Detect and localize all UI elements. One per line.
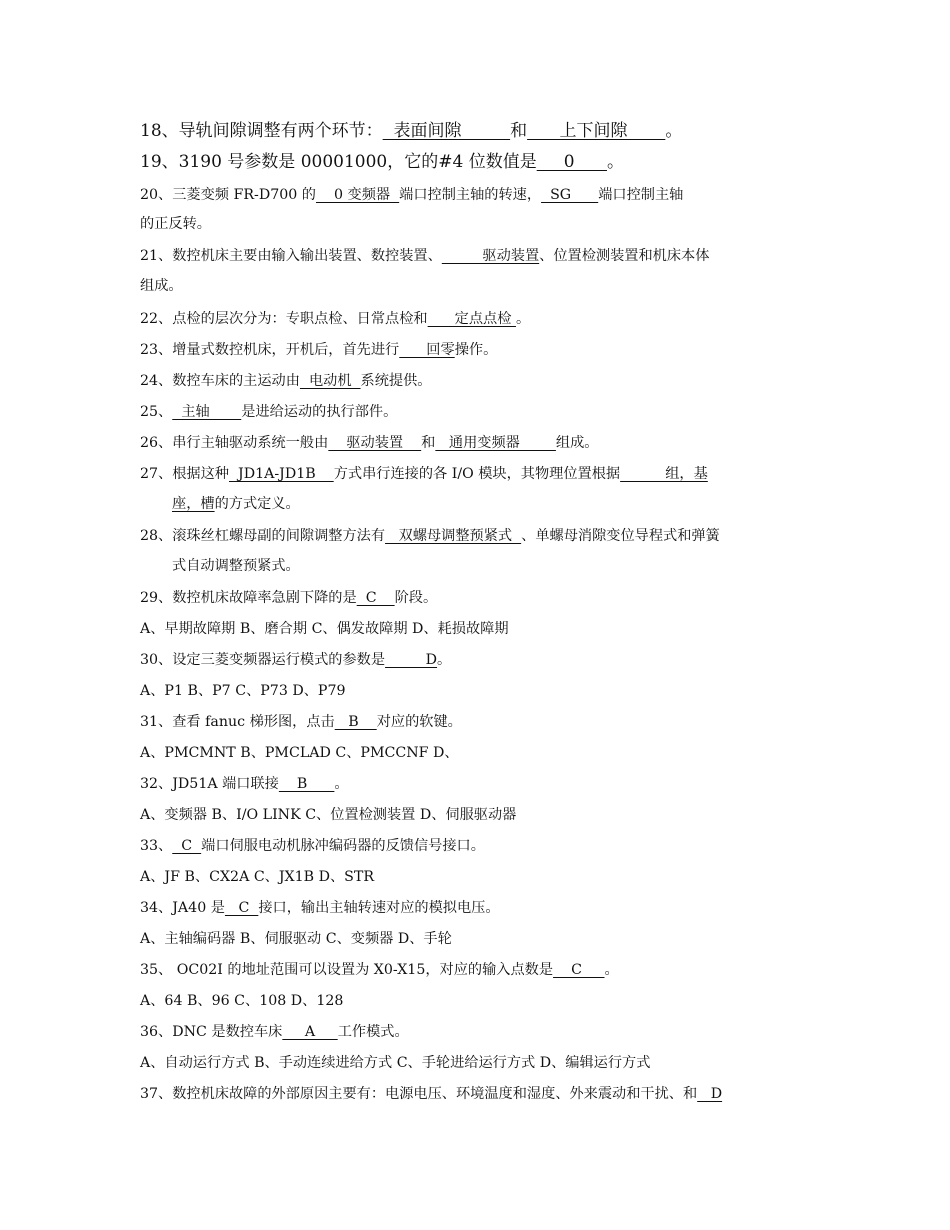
question-32-options: A、变频器 B、I/O LINK C、位置检测装置 D、伺服驱动器 [140,807,517,823]
answer-blank: 双螺母调整预紧式 [385,528,522,544]
question-23: 23、增量式数控机床，开机后，首先进行 回零操作。 [140,342,498,358]
question-34-options: A、主轴编码器 B、伺服驱动 C、变频器 D、手轮 [140,931,452,947]
answer-blank: 0 [536,152,607,172]
question-31: 31、查看 fanuc 梯形图，点击 B 对应的软键。 [140,714,462,730]
question-30: 30、设定三菱变频器运行模式的参数是 D。 [140,652,452,668]
question-33: 33、 C 端口伺服电动机脉冲编码器的反馈信号接口。 [140,838,485,854]
answer-blank: B [334,714,377,730]
answer-blank: 座，槽 [172,496,215,512]
question-28: 28、滚珠丝杠螺母副的间隙调整方法有 双螺母调整预紧式 、单螺母消隙变位导程式和弹簧 [140,528,720,544]
answer-blank: SG [541,187,599,203]
question-21: 21、数控机床主要由输入输出装置、数控装置、 驱动装置、位置检测装置和机床本体 [140,248,710,264]
answer-blank: 组，基 [620,466,708,482]
answer-blank: 通用变频器 [435,435,556,451]
answer-blank: C [172,838,202,854]
question-35: 35、 OC02I 的地址范围可以设置为 X0-X15，对应的输入点数是 C 。 [140,962,619,978]
question-26: 26、串行主轴驱动系统一般由 驱动装置 和 通用变频器 组成。 [140,435,599,451]
question-33-options: A、JF B、CX2A C、JX1B D、STR [140,869,375,885]
answer-blank: C [356,590,395,606]
answer-blank: D [697,1086,723,1102]
question-29: 29、数控机床故障率急剧下降的是 C 阶段。 [140,590,438,606]
question-22: 22、点检的层次分为：专职点检、日常点检和 定点点检 。 [140,311,531,327]
answer-blank: JD1A-JD1B [229,466,334,482]
question-20: 20、三菱变频 FR-D700 的 0 变频器 端口控制主轴的转速， SG 端口控制主轴 [140,187,684,203]
question-21-continued: 组成。 [140,278,183,294]
question-36-options: A、自动运行方式 B、手动连续进给方式 C、手轮进给运行方式 D、编辑运行方式 [140,1055,651,1071]
answer-blank: 表面间隙 [382,121,511,141]
question-31-options: A、PMCMNT B、PMCLAD C、PMCCNF D、 [140,745,459,761]
answer-blank: 0 变频器 [315,187,400,203]
answer-blank: 定点点检 [427,311,516,327]
answer-blank: 电动机 [299,373,361,389]
question-28-continued: 式自动调整预紧式。 [172,558,300,574]
question-20-continued: 的正反转。 [140,216,211,232]
question-32: 32、JD51A 端口联接 B 。 [140,776,349,792]
question-18: 18、导轨间隙调整有两个环节： 表面间隙 和 上下间隙 。 [140,121,683,141]
answer-blank: D [385,652,438,668]
answer-blank: 主轴 [172,404,242,420]
question-30-options: A、P1 B、P7 C、P73 D、P79 [140,683,346,699]
question-34: 34、JA40 是 C 接口，输出主轴转速对应的模拟电压。 [140,900,500,916]
answer-blank: C [553,962,605,978]
question-36: 36、DNC 是数控车床 A 工作模式。 [140,1024,409,1040]
answer-blank: 上下间隙 [527,121,666,141]
answer-blank: A [282,1024,338,1040]
answer-blank: 驱动装置 [328,435,422,451]
question-35-options: A、64 B、96 C、108 D、128 [140,993,344,1009]
question-37: 37、数控机床故障的外部原因主要有：电源电压、环境温度和湿度、外来震动和干扰、和 D [140,1086,723,1102]
answer-blank: B [278,776,335,792]
question-27-continued: 座，槽的方式定义。 [172,496,300,512]
question-24: 24、数控车床的主运动由 电动机 系统提供。 [140,373,432,389]
question-25: 25、 主轴 是进给运动的执行部件。 [140,404,398,420]
question-29-options: A、早期故障期 B、磨合期 C、偶发故障期 D、耗损故障期 [140,621,509,637]
answer-blank: 驱动装置 [441,248,540,264]
question-27: 27、根据这种 JD1A-JD1B 方式串行连接的各 I/O 模块，其物理位置根据 组，基 [140,466,708,482]
answer-blank: 回零 [399,342,455,358]
answer-blank: C [224,900,259,916]
question-19: 19、3190 号参数是 00001000，它的#4 位数值是 0 。 [140,152,624,172]
